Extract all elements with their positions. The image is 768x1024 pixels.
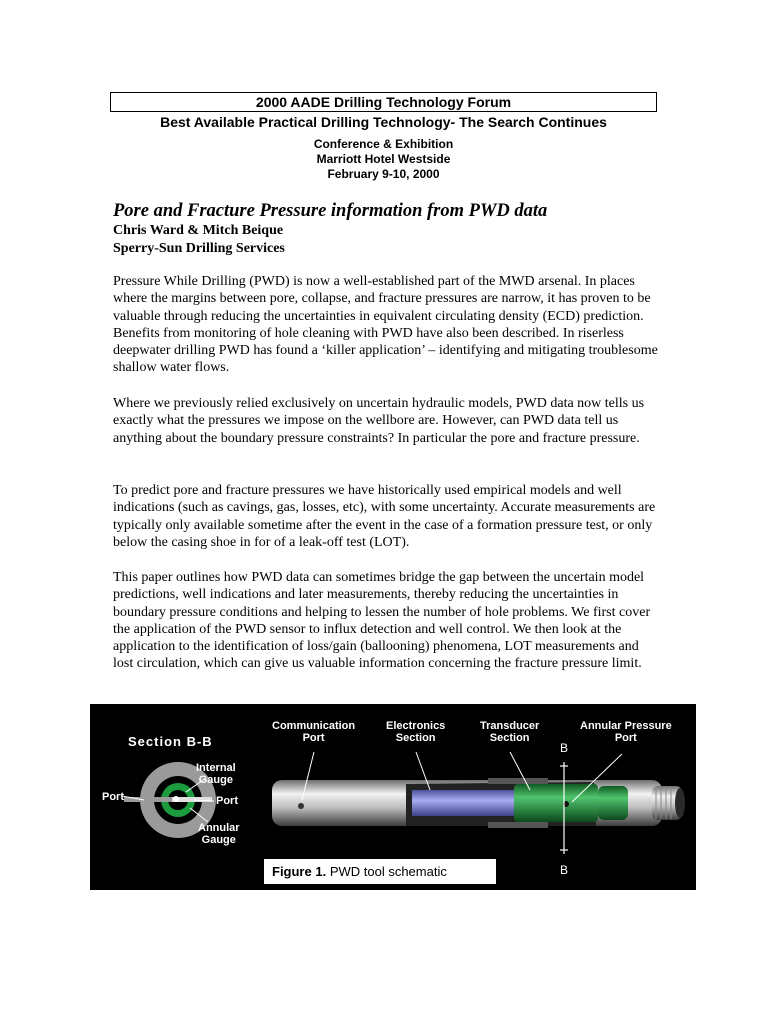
annular-gauge-label: Annular Gauge [198, 822, 240, 846]
paragraph-1: Pressure While Drilling (PWD) is now a well-established part of the MWD arsenal. In places where the margins between pore, collapse, and fracture pressures are narrow, it has proven to be valuable through reducing the uncertainties in equivalent circulating density (ECD) prediction. Benefits from monitoring of hole cleaning with PWD have also been described. In riserless deepwater drilling PWD has found a ‘killer application’ – identifying and mitigating troublesome shallow water flows. [113, 274, 658, 376]
paper-title: Pore and Fracture Pressure information from PWD data [113, 201, 548, 221]
port-right-label: Port [216, 795, 238, 807]
b-top-label: B [560, 741, 569, 755]
port-left-label: Port [102, 791, 124, 803]
electronics-section [412, 790, 514, 816]
conference-venue: Marriott Hotel Westside [316, 152, 451, 166]
section-b-b-title: Section B-B [128, 734, 213, 749]
forum-title: 2000 AADE Drilling Technology Forum [255, 94, 512, 110]
forum-title-box [110, 92, 657, 112]
pwd-tool-figure [90, 704, 696, 890]
figure-caption-text: PWD tool schematic [329, 864, 447, 879]
conference-info [110, 137, 657, 182]
b-bottom-label: B [560, 863, 569, 877]
figure-caption-number: Figure 1. [272, 864, 327, 879]
authors-block [113, 222, 653, 258]
communication-port-label: Communication Port [272, 720, 356, 744]
forum-subtitle: Best Available Practical Drilling Technology- The Search Continues [160, 114, 607, 130]
figure-caption [263, 858, 497, 885]
drill-collar [272, 752, 685, 854]
internal-gauge-label: Internal Gauge [196, 762, 236, 786]
transducer-section-label: Transducer Section [480, 720, 540, 744]
paper-authors: Chris Ward & Mitch Beique [113, 223, 284, 238]
conference-dates: February 9-10, 2000 [327, 167, 440, 181]
paper-affiliation: Sperry-Sun Drilling Services [113, 241, 285, 256]
paragraph-3: To predict pore and fracture pressures we have historically used empirical models and well indications (such as cavings, gas, losses, etc), with some uncertainty. Accurate measurements are typically only available sometime after the event in the case of a formation pressure test, or only below the casing shoe in for of a leak-off test (LOT). [113, 483, 656, 550]
communication-port-hole [298, 803, 304, 809]
paragraph-2: Where we previously relied exclusively on uncertain hydraulic models, PWD data now tells us exactly what the pressures we impose on the wellbore are. However, can PWD data tell us anything about the boundary pressure constraints? In particular the pore and fracture pressure. [113, 396, 645, 446]
conference-name: Conference & Exhibition [313, 137, 454, 151]
electronics-section-label: Electronics Section [386, 720, 446, 744]
annular-pressure-port-label: Annular Pressure Port [580, 720, 672, 744]
paragraph-4: This paper outlines how PWD data can sometimes bridge the gap between the uncertain model predictions, well indications and later measurements, thereby reducing the uncertainties in boundary pressure conditions and helping to lessen the number of hole problems. We first cover the application of the PWD sensor to influx detection and well control. We then look at the application to the identification of loss/gain (ballooning) phenomena, LOT measurements and lost circulation, which can give us valuable information concerning the fracture pressure limit. [113, 570, 651, 672]
